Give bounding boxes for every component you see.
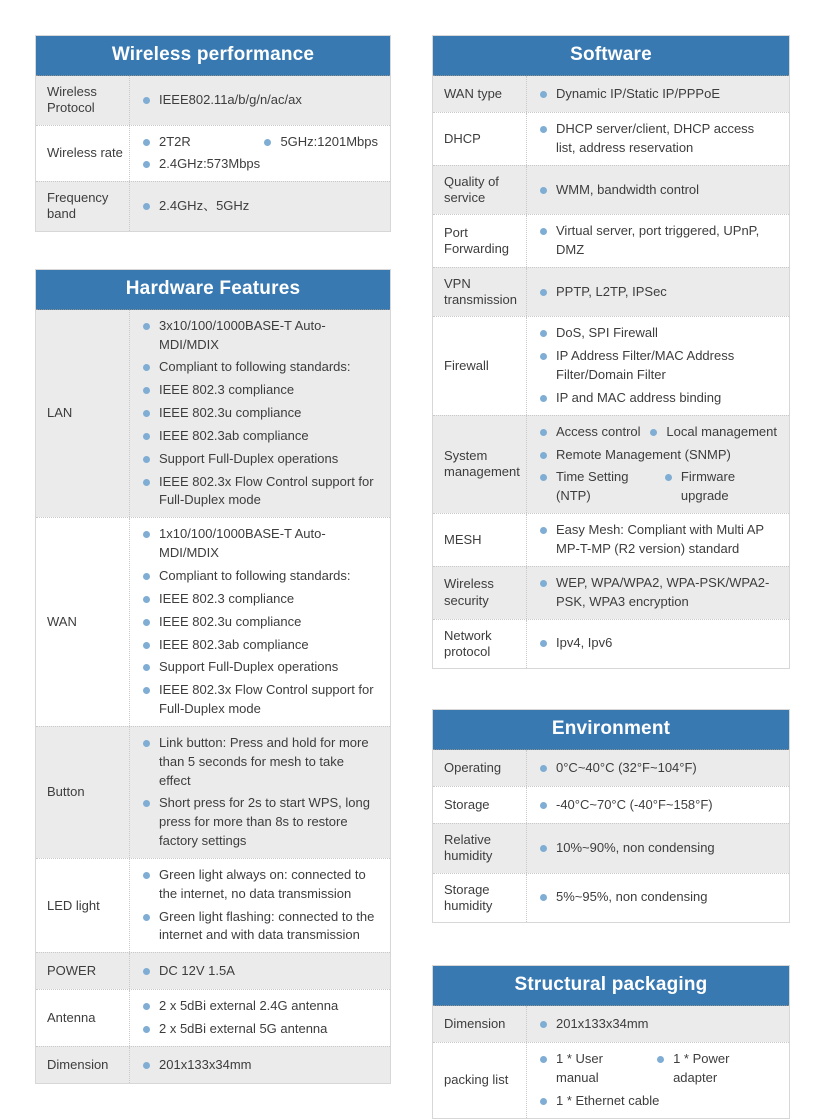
spec-line (143, 794, 378, 851)
spec-item (540, 181, 777, 200)
bullet-icon (143, 161, 150, 168)
bullet-icon (540, 1098, 547, 1105)
spec-line (143, 567, 378, 586)
spec-item (143, 590, 378, 609)
spec-item-text: Easy Mesh: Compliant with Multi AP MP-T-MP (R2 version) standard (556, 522, 764, 556)
row-label: Network protocol (444, 627, 492, 659)
row-value (129, 182, 390, 231)
row-label: LAN (47, 405, 73, 421)
structural-packaging-body (433, 1006, 789, 1118)
row-quality-of-service (433, 165, 789, 215)
row-value (129, 518, 390, 726)
row-port-forwarding (433, 214, 789, 267)
spec-line (143, 197, 378, 216)
table-hardware-features (35, 269, 391, 1084)
spec-item-text: IP Address Filter/MAC Address Filter/Domain Filter (556, 348, 735, 383)
table-structural-packaging (432, 965, 790, 1119)
spec-item (143, 613, 378, 632)
row-label: Wireless Protocol (47, 84, 97, 116)
row-value (526, 1043, 789, 1118)
spec-item-text: Link button: Press and hold for more than 5 seconds for mesh to take effect (159, 734, 369, 788)
row-value (129, 727, 390, 858)
spec-line (540, 574, 777, 612)
row-value (526, 215, 789, 267)
environment-body (433, 750, 789, 922)
spec-line (143, 317, 378, 355)
bullet-icon (540, 330, 547, 337)
spec-item-text: Compliant to following standards: (159, 567, 351, 583)
spec-item-text: Local management (666, 423, 777, 439)
spec-line (540, 468, 777, 506)
spec-item-text: IEEE 802.3 compliance (159, 590, 295, 606)
row-antenna (36, 989, 390, 1046)
spec-line (540, 888, 777, 907)
row-wan-type (433, 76, 789, 112)
spec-line (143, 473, 378, 511)
spec-line (540, 446, 777, 465)
bullet-icon (540, 527, 547, 534)
spec-item (540, 1015, 777, 1034)
spec-item (143, 962, 378, 981)
spec-item (540, 283, 777, 302)
right-column (432, 35, 790, 1119)
row-dimension (433, 1006, 789, 1042)
row-label: POWER (47, 963, 97, 979)
spec-item-text: IEEE 802.3u compliance (159, 613, 302, 629)
spec-item-text: 2.4GHz、5GHz (159, 198, 250, 214)
spec-item-text: IEEE 802.3ab compliance (159, 427, 309, 443)
spec-line (143, 866, 378, 904)
spec-line (143, 962, 378, 981)
row-relative-humidity (433, 823, 789, 873)
spec-item (143, 734, 378, 791)
bullet-icon (143, 968, 150, 975)
spec-line (143, 636, 378, 655)
spec-item-text: 1x10/100/1000BASE-T Auto-MDI/MDIX (159, 526, 326, 561)
spec-line (143, 381, 378, 400)
row-storage (433, 786, 789, 823)
spec-line (143, 734, 378, 791)
spec-line (143, 658, 378, 677)
spec-item (143, 427, 378, 446)
spec-item-text: -40°C~70°C (-40°F~158°F) (556, 796, 713, 812)
row-value (129, 126, 390, 182)
spec-item (540, 796, 777, 815)
row-label: Wireless rate (47, 145, 123, 161)
table-wireless-performance (35, 35, 391, 232)
bullet-icon (540, 765, 547, 772)
bullet-icon (143, 433, 150, 440)
spec-item (143, 525, 378, 563)
spec-item (540, 389, 777, 408)
spec-item (665, 468, 777, 506)
spec-item-text: Access control (556, 423, 641, 439)
bullet-icon (143, 800, 150, 807)
spec-line (143, 590, 378, 609)
bullet-icon (540, 452, 547, 459)
spec-item (540, 759, 777, 778)
spec-item (540, 888, 777, 907)
spec-item (540, 446, 777, 465)
row-value (526, 268, 789, 317)
row-value (526, 567, 789, 619)
spec-item (540, 324, 777, 343)
spec-line (143, 525, 378, 563)
spec-line (540, 324, 777, 343)
spec-item (143, 997, 378, 1016)
spec-item-text: DHCP server/client, DHCP access list, address reservation (556, 121, 755, 155)
spec-line (540, 222, 777, 260)
wireless-performance-title: Wireless performance (36, 36, 390, 76)
bullet-icon (143, 387, 150, 394)
spec-item-text: 1 * Ethernet cable (556, 1092, 660, 1108)
spec-item (143, 794, 378, 851)
spec-item (540, 347, 777, 385)
bullet-icon (540, 1021, 547, 1028)
spec-item (143, 473, 378, 511)
row-label: Dimension (47, 1056, 109, 1072)
spec-item-text: IEEE 802.3ab compliance (159, 636, 309, 652)
wireless-performance-body (36, 76, 390, 231)
row-mesh (433, 513, 789, 566)
spec-line (540, 1015, 777, 1034)
left-column (35, 35, 391, 1084)
spec-line (540, 120, 777, 158)
row-label: WAN type (444, 85, 503, 101)
spec-line (540, 521, 777, 559)
spec-line (143, 613, 378, 632)
spec-item-text: Compliant to following standards: (159, 359, 351, 375)
bullet-icon (143, 740, 150, 747)
spec-item-text: 201x133x34mm (159, 1056, 252, 1072)
bullet-icon (143, 479, 150, 486)
spec-item (143, 381, 378, 400)
spec-line (540, 283, 777, 302)
spec-line (540, 423, 777, 442)
spec-item (143, 197, 378, 216)
row-value (526, 824, 789, 873)
row-label: Storage humidity (444, 881, 493, 913)
bullet-icon (540, 126, 547, 133)
spec-line (540, 634, 777, 653)
bullet-icon (143, 1062, 150, 1069)
row-label: LED light (47, 897, 100, 913)
spec-item-text: IEEE 802.3x Flow Control support for Full-Duplex mode (159, 473, 374, 508)
bullet-icon (540, 1056, 547, 1063)
spec-line (143, 133, 378, 152)
row-label: VPN transmission (444, 275, 517, 308)
bullet-icon (143, 139, 150, 146)
bullet-icon (143, 872, 150, 879)
bullet-icon (143, 596, 150, 603)
spec-item (657, 1050, 777, 1088)
spec-item-text: Remote Management (SNMP) (556, 446, 731, 462)
spec-item-text: WMM, bandwidth control (556, 181, 700, 197)
row-storage-humidity (433, 873, 789, 923)
bullet-icon (540, 845, 547, 852)
row-label: Frequency band (47, 190, 109, 222)
row-value (526, 620, 789, 669)
bullet-icon (540, 894, 547, 901)
row-value (526, 514, 789, 566)
spec-item (540, 521, 777, 559)
row-dimension (36, 1046, 390, 1083)
row-label: packing list (444, 1072, 509, 1088)
environment-title: Environment (433, 710, 789, 750)
row-wireless-security (433, 566, 789, 619)
spec-line (143, 358, 378, 377)
bullet-icon (540, 289, 547, 296)
bullet-icon (143, 619, 150, 626)
structural-packaging-title: Structural packaging (433, 966, 789, 1006)
bullet-icon (540, 474, 547, 481)
bullet-icon (540, 228, 547, 235)
row-label: System management (444, 448, 520, 480)
spec-line (143, 1056, 378, 1075)
row-value (526, 750, 789, 786)
spec-line (143, 427, 378, 446)
row-label: Firewall (444, 357, 489, 373)
bullet-icon (665, 474, 672, 481)
row-network-protocol (433, 619, 789, 669)
spec-item-text: 1 * Power adapter (673, 1051, 730, 1085)
row-label: Storage (444, 796, 490, 812)
spec-line (540, 1092, 777, 1111)
spec-line (143, 155, 378, 174)
bullet-icon (540, 802, 547, 809)
spec-item (143, 358, 378, 377)
spec-item-text: 2 x 5dBi external 5G antenna (159, 1021, 328, 1037)
spec-item-text: Dynamic IP/Static IP/PPPoE (556, 85, 721, 101)
spec-item (143, 91, 378, 110)
spec-item-text: Virtual server, port triggered, UPnP, DMZ (556, 223, 760, 258)
row-value (526, 76, 789, 112)
spec-item-text: 2 x 5dBi external 2.4G antenna (159, 998, 339, 1014)
row-label: MESH (444, 531, 482, 547)
software-title: Software (433, 36, 789, 76)
spec-item (540, 120, 777, 158)
row-led-light (36, 858, 390, 952)
row-value (526, 787, 789, 823)
bullet-icon (540, 395, 547, 402)
spec-line (143, 908, 378, 946)
row-value (129, 859, 390, 952)
spec-item (143, 658, 378, 677)
spec-item-text: 5%~95%, non condensing (556, 889, 708, 905)
spec-item (143, 567, 378, 586)
spec-item (143, 681, 378, 719)
row-label: WAN (47, 613, 77, 629)
bullet-icon (143, 664, 150, 671)
spec-line (143, 450, 378, 469)
table-environment (432, 709, 790, 923)
row-wireless-protocol (36, 76, 390, 125)
row-button (36, 726, 390, 858)
bullet-icon (143, 364, 150, 371)
row-wan (36, 517, 390, 726)
spec-item-text: PPTP, L2TP, IPSec (556, 283, 667, 299)
row-frequency-band (36, 181, 390, 231)
spec-item (540, 423, 641, 442)
spec-item-text: 0°C~40°C (32°F~104°F) (556, 759, 697, 775)
bullet-icon (143, 97, 150, 104)
table-software (432, 35, 790, 669)
spec-item-text: Support Full-Duplex operations (159, 659, 339, 675)
bullet-icon (143, 203, 150, 210)
spec-item (540, 1092, 777, 1111)
spec-item (540, 1050, 649, 1088)
spec-line (540, 1050, 777, 1088)
row-label: Wireless security (444, 576, 494, 608)
row-value (526, 166, 789, 215)
spec-item (143, 908, 378, 946)
spec-item-text: DC 12V 1.5A (159, 962, 235, 978)
row-value (129, 310, 390, 518)
spec-item-text: IEEE 802.3u compliance (159, 405, 302, 421)
bullet-icon (540, 640, 547, 647)
spec-item (143, 636, 378, 655)
row-value (129, 953, 390, 989)
bullet-icon (143, 410, 150, 417)
row-vpn-transmission (433, 267, 789, 317)
row-value (526, 317, 789, 414)
bullet-icon (540, 91, 547, 98)
bullet-icon (143, 1026, 150, 1033)
spec-item-text: Support Full-Duplex operations (159, 450, 339, 466)
spec-item (143, 133, 191, 152)
spec-item-text: Short press for 2s to start WPS, long press for more than 8s to restore factory settings (159, 795, 370, 849)
spec-item-text: IEEE 802.3x Flow Control support for Full-Duplex mode (159, 682, 374, 717)
spec-item (264, 133, 378, 152)
bullet-icon (143, 531, 150, 538)
row-label: Relative humidity (444, 832, 493, 864)
bullet-icon (264, 139, 271, 146)
row-wireless-rate (36, 125, 390, 182)
hardware-features-body (36, 310, 390, 1083)
row-value (526, 1006, 789, 1042)
row-value (129, 76, 390, 125)
spec-item (540, 839, 777, 858)
row-value (526, 416, 789, 513)
spec-item-text: DoS, SPI Firewall (556, 325, 658, 341)
row-label: Port Forwarding (444, 224, 510, 257)
bullet-icon (143, 914, 150, 921)
spec-item-text: Green light flashing: connected to the internet and with data transmission (159, 908, 375, 943)
spec-item (540, 634, 777, 653)
spec-item-text: IEEE 802.3 compliance (159, 382, 295, 398)
row-operating (433, 750, 789, 786)
spec-item (143, 317, 378, 355)
row-label: Antenna (47, 1010, 96, 1026)
row-label: Dimension (444, 1015, 506, 1031)
row-lan (36, 310, 390, 518)
spec-item-text: WEP, WPA/WPA2, WPA-PSK/WPA2-PSK, WPA3 encryption (556, 574, 770, 609)
spec-item-text: 5GHz:1201Mbps (280, 133, 378, 149)
spec-item (143, 1020, 378, 1039)
spec-item-text: IEEE802.11a/b/g/n/ac/ax (159, 91, 302, 107)
bullet-icon (540, 353, 547, 360)
spec-item (650, 423, 777, 442)
row-label: Quality of service (444, 173, 499, 205)
spec-item (143, 1056, 378, 1075)
bullet-icon (540, 580, 547, 587)
bullet-icon (143, 456, 150, 463)
bullet-icon (650, 429, 657, 436)
hardware-features-title: Hardware Features (36, 270, 390, 310)
spec-line (540, 839, 777, 858)
row-system-management (433, 415, 789, 513)
spec-line (143, 681, 378, 719)
row-label: DHCP (444, 130, 481, 146)
spec-line (143, 1020, 378, 1039)
spec-item (540, 222, 777, 260)
software-body (433, 76, 789, 668)
bullet-icon (657, 1056, 664, 1063)
spec-item (143, 155, 378, 174)
spec-line (143, 91, 378, 110)
row-dhcp (433, 112, 789, 165)
spec-item (540, 574, 777, 612)
spec-item-text: Green light always on: connected to the internet, no data transmission (159, 866, 366, 901)
spec-item (143, 866, 378, 904)
row-label: Button (47, 784, 85, 800)
row-value (129, 1047, 390, 1083)
spec-item (540, 468, 657, 506)
spec-line (540, 796, 777, 815)
spec-line (540, 759, 777, 778)
spec-item-text: 201x133x34mm (556, 1015, 649, 1031)
bullet-icon (143, 323, 150, 330)
row-packing-list (433, 1042, 789, 1118)
spec-item (143, 450, 378, 469)
bullet-icon (143, 573, 150, 580)
spec-item-text: IP and MAC address binding (556, 389, 722, 405)
spec-item (143, 404, 378, 423)
spec-item-text: 10%~90%, non condensing (556, 839, 715, 855)
bullet-icon (143, 1003, 150, 1010)
spec-item-text: 2.4GHz:573Mbps (159, 156, 261, 172)
spec-item-text: 1 * User manual (556, 1051, 603, 1085)
bullet-icon (143, 687, 150, 694)
row-label: Operating (444, 759, 502, 775)
spec-line (540, 389, 777, 408)
row-value (526, 113, 789, 165)
spec-line (540, 85, 777, 104)
row-value (526, 874, 789, 923)
spec-item-text: Firmware upgrade (680, 469, 736, 504)
spec-item (540, 85, 777, 104)
row-power (36, 952, 390, 989)
spec-line (143, 404, 378, 423)
spec-item-text: Ipv4, Ipv6 (556, 635, 613, 651)
spec-line (540, 347, 777, 385)
row-firewall (433, 316, 789, 414)
spec-line (143, 997, 378, 1016)
spec-item-text: Time Setting (NTP) (556, 469, 629, 504)
spec-item-text: 3x10/100/1000BASE-T Auto-MDI/MDIX (159, 317, 326, 352)
row-value (129, 990, 390, 1046)
bullet-icon (143, 642, 150, 649)
bullet-icon (540, 187, 547, 194)
bullet-icon (540, 429, 547, 436)
spec-item-text: 2T2R (159, 133, 191, 149)
spec-line (540, 181, 777, 200)
